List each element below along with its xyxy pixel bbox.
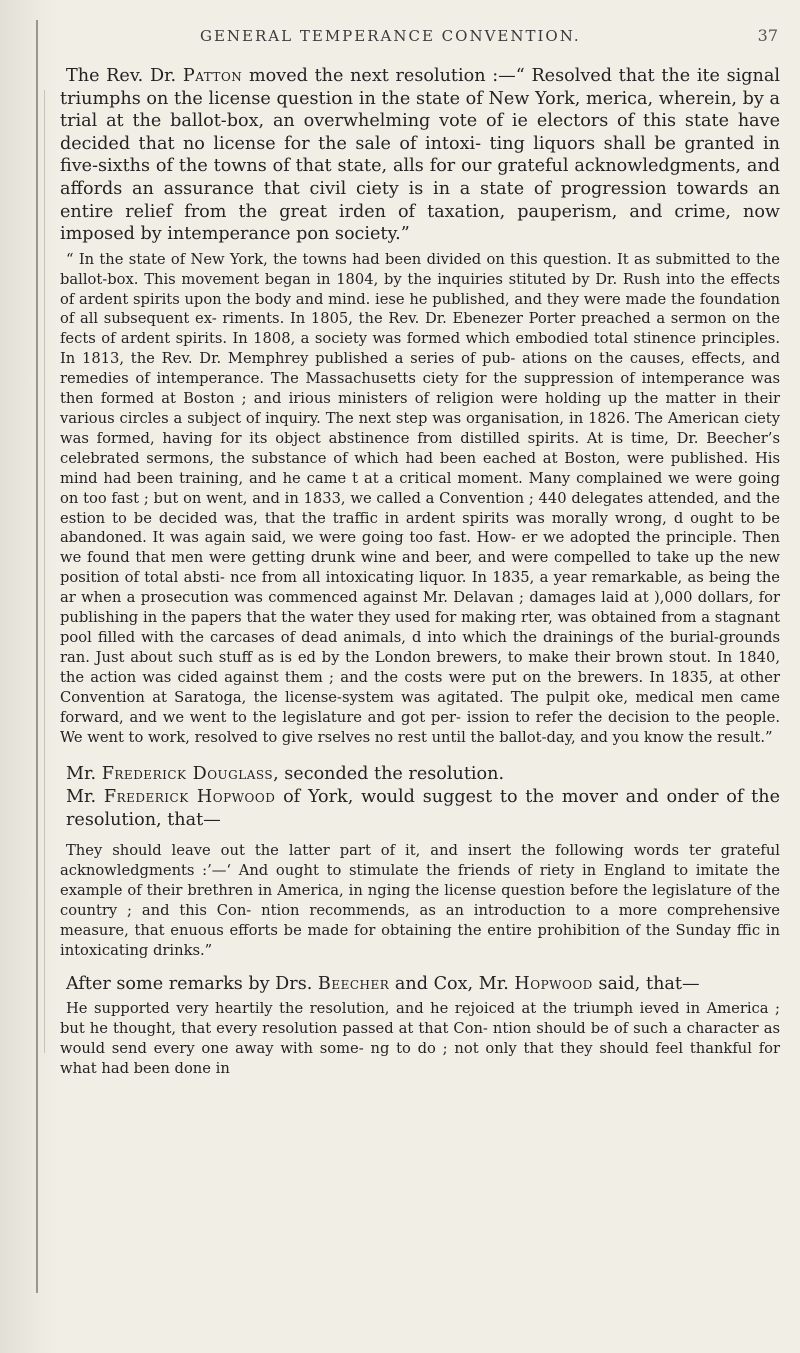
speaker-name: Hopwood (514, 973, 593, 994)
binding-gutter (0, 0, 58, 1353)
speaker-name: Frederick Hopwood (103, 787, 276, 807)
paragraph-hopwood-speech: He supported very heartily the resolution, and he rejoiced at the triumph ieved in America ; but he thought, that every resolution passed at that Con- ntion should be of such a character as would send every one away with some- ng to do ; not only that they should feel thankful for what had been done in (60, 1000, 780, 1077)
gutter-rule-secondary (44, 90, 45, 1053)
book-page (60, 26, 780, 1079)
paragraph-after-remarks: After some remarks by Drs. Beecher and Cox, Mr. Hopwood said, that— (66, 973, 700, 994)
page-number: 37 (757, 26, 778, 45)
paragraph-amendment: They should leave out the latter part of it, and insert the following words ter grateful acknowledgments :’—‘ And ought to stimulate the friends of riety in England to imitate the example of their brethren in America, in nging the license question before the legislature of the country ; and this Con- ntion recommends, as an introduction to a more comprehensive measure, that enuous efforts be made for obtaining the entire prohibition of the Sunday ffic in intoxicating drinks.” (60, 842, 780, 959)
paragraph-quoted-history: “ In the state of New York, the towns had been divided on this question. It as submitted to the ballot-box. This movement began in 1804, by the inquiries stituted by Dr. Rush into the effects of ardent spirits upon the body and mind. iese he published, and they were made the foundation of all subsequent ex- riments. In 1805, the Rev. Dr. Ebenezer Porter preached a sermon on the fects of ardent spirits. In 1808, a society was formed which embodied total stinence principles. In 1813, the Rev. Dr. Memphrey published a series of pub- ations on the causes, effects, and remedies of intemperance. The Massachusetts ciety for the suppression of intemperance was then formed at Boston ; and irious ministers of religion were holding up the matter in their various circles a subject of inquiry. The next step was organisation, in 1826. The American ciety was formed, having for its object abstinence from distilled spirits. At is time, Dr. Beecher’s celebrated sermons, the substance of which had been eached at Boston, were published. His mind had been training, and he came t at a critical moment. Many complained we were going on too fast ; but on went, and in 1833, we called a Convention ; 440 delegates attended, and the estion to be decided was, that the traffic in ardent spirits was morally wrong, d ought to be abandoned. It was again said, we were going too fast. How- er we adopted the principle. Then we found that men were getting drunk wine and beer, and were compelled to take up the new position of total absti- nce from all intoxicating liquor. In 1835, a year remarkable, as being the ar when a prosecution was commenced against Mr. Delavan ; damages laid at ),000 dollars, for publishing in the papers that the water they used for making rter, was obtained from a stagnant pool filled with the carcases of dead animals, d into which the drainings of the burial-grounds ran. Just about such stuff as is ed by the London brewers, to make their brown stout. In 1840, the action was cided against them ; and the costs were put on the brewers. In 1835, at other Convention at Saratoga, the license-system was agitated. The pulpit oke, medical men came forward, and we went to the legislature and got per- ission to refer the decision to the people. We went to work, resolved to give rselves no rest until the ballot-day, and you know the result.” (60, 250, 780, 746)
speaker-name: Beecher (317, 973, 390, 994)
paragraph-douglass: Mr. Frederick Douglass, seconded the resolution. (66, 764, 505, 785)
speaker-name: Frederick Douglass (101, 764, 274, 785)
gutter-rule (36, 20, 38, 1293)
paragraph-patton-resolution: The Rev. Dr. Patton moved the next resolution :—“ Resolved that the ite signal triumphs on the license question in the state of New York, merica, wherein, by a trial at the ballot-box, an overwhelming vote of ie electors of this state have decided that no license for the sale of intoxi- ting liquors shall be granted in five-sixths of the towns of that state, alls for our grateful acknowledgments, and affords an assurance that civil ciety is in a state of progression towards an entire relief from the great irden of taxation, pauperism, and crime, now imposed by intemperance pon society.” (60, 66, 780, 245)
paragraph-hopwood-suggestion: Mr. Frederick Hopwood of York, would suggest to the mover and onder of the resolution, that— (66, 787, 780, 830)
running-title: GENERAL TEMPERANCE CONVENTION. (200, 27, 581, 45)
speaker-name: Patton (182, 66, 243, 86)
running-head (200, 26, 780, 45)
